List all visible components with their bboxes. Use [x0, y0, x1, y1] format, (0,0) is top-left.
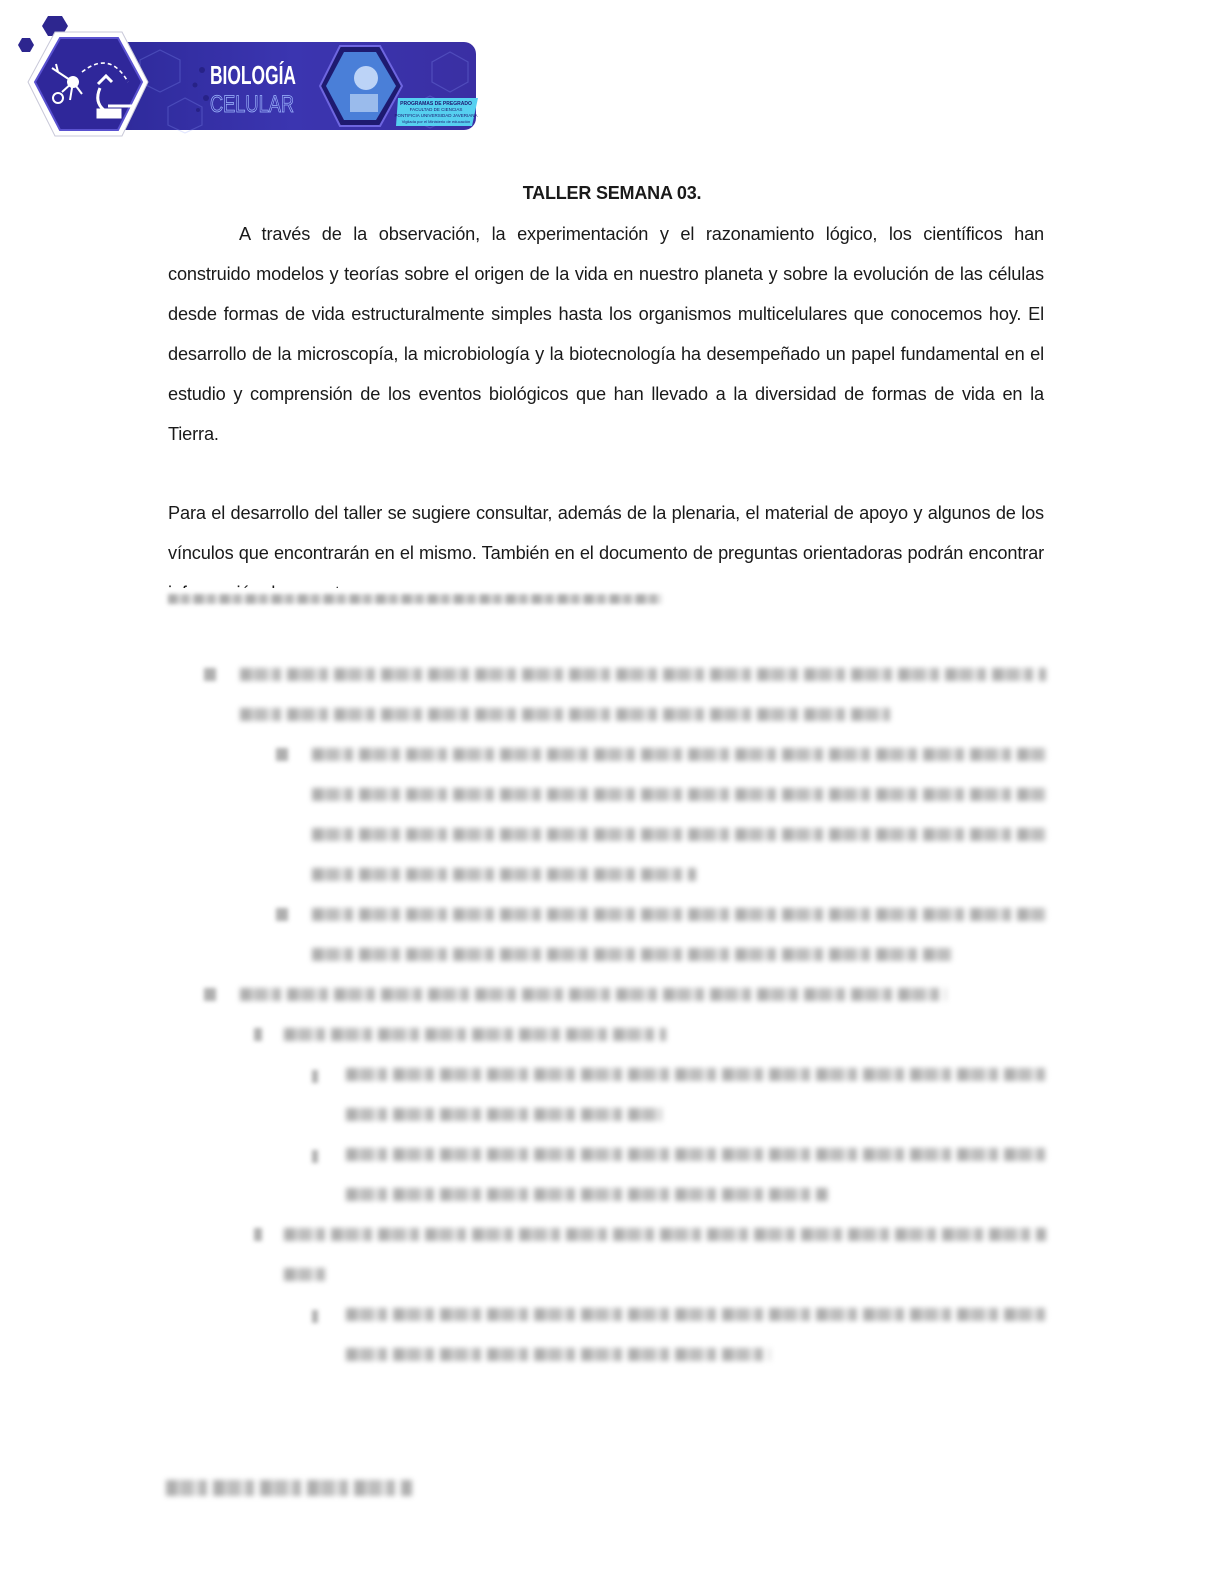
redacted-line [312, 948, 952, 961]
redacted-list-marker [254, 1228, 262, 1241]
redacted-line [312, 788, 1046, 801]
redacted-line [284, 1228, 1046, 1241]
logo-title-biologia: BIOLOGÍA [210, 60, 297, 90]
badge-line-4: Vigilada por el Ministerio de educación [401, 119, 471, 124]
redacted-line [346, 1308, 1046, 1321]
redacted-line [240, 668, 1046, 681]
redacted-line [312, 868, 696, 881]
redacted-line [168, 594, 662, 604]
redacted-line [312, 828, 1046, 841]
instructions-paragraph: Para el desarrollo del taller se sugiere consultar, además de la plenaria, el material de apoyo y algunos de los vínculos que encontrarán en el mismo. También en el documento de preguntas orientadoras podrán encontrar [168, 503, 1044, 563]
redacted-list-marker [204, 988, 216, 1001]
redacted-line [312, 908, 1046, 921]
redacted-list-marker [276, 908, 288, 921]
redacted-line [346, 1148, 1046, 1161]
redacted-line [346, 1348, 770, 1361]
redacted-line [312, 748, 1046, 761]
redacted-line [346, 1188, 828, 1201]
redacted-list-marker [276, 748, 288, 761]
redacted-line [240, 708, 890, 721]
redacted-footer [166, 1480, 412, 1496]
redacted-list-marker [204, 668, 216, 681]
badge-line-3: PONTIFICIA UNIVERSIDAD JAVERIANA [394, 113, 478, 118]
redacted-line [284, 1268, 330, 1281]
redacted-line [284, 1028, 666, 1041]
logo-title-celular: CELULAR [210, 91, 294, 118]
redacted-list-marker [312, 1070, 318, 1083]
course-logo-banner [10, 10, 480, 146]
redacted-list-marker [254, 1028, 262, 1041]
badge-line-1: PROGRAMAS DE PREGRADO [400, 101, 472, 107]
redacted-line [346, 1068, 1046, 1081]
document-title: TALLER SEMANA 03. [522, 183, 702, 203]
redacted-list-marker [312, 1150, 318, 1163]
redacted-line [240, 988, 946, 1001]
intro-paragraph: A través de la observación, la experimentación y el razonamiento lógico, los científicos han construido modelos y teorías sobre el origen de la vida en nuestro planeta y sobre la evolución de las células desde formas de vida estructuralmente simples hasta los organismos multicelulares que conocemos hoy. El desarrollo de la microscopía, la microbiología y la biotecnología ha desempeñado un papel fundamental en el estudio y comprensión de los eventos biológicos que han llevado a la diversidad de formas de vida en la Tierra. [168, 224, 1044, 444]
badge-line-2: FACULTAD DE CIENCIAS [409, 107, 463, 112]
redacted-list-marker [312, 1310, 318, 1323]
redacted-line [346, 1108, 662, 1121]
